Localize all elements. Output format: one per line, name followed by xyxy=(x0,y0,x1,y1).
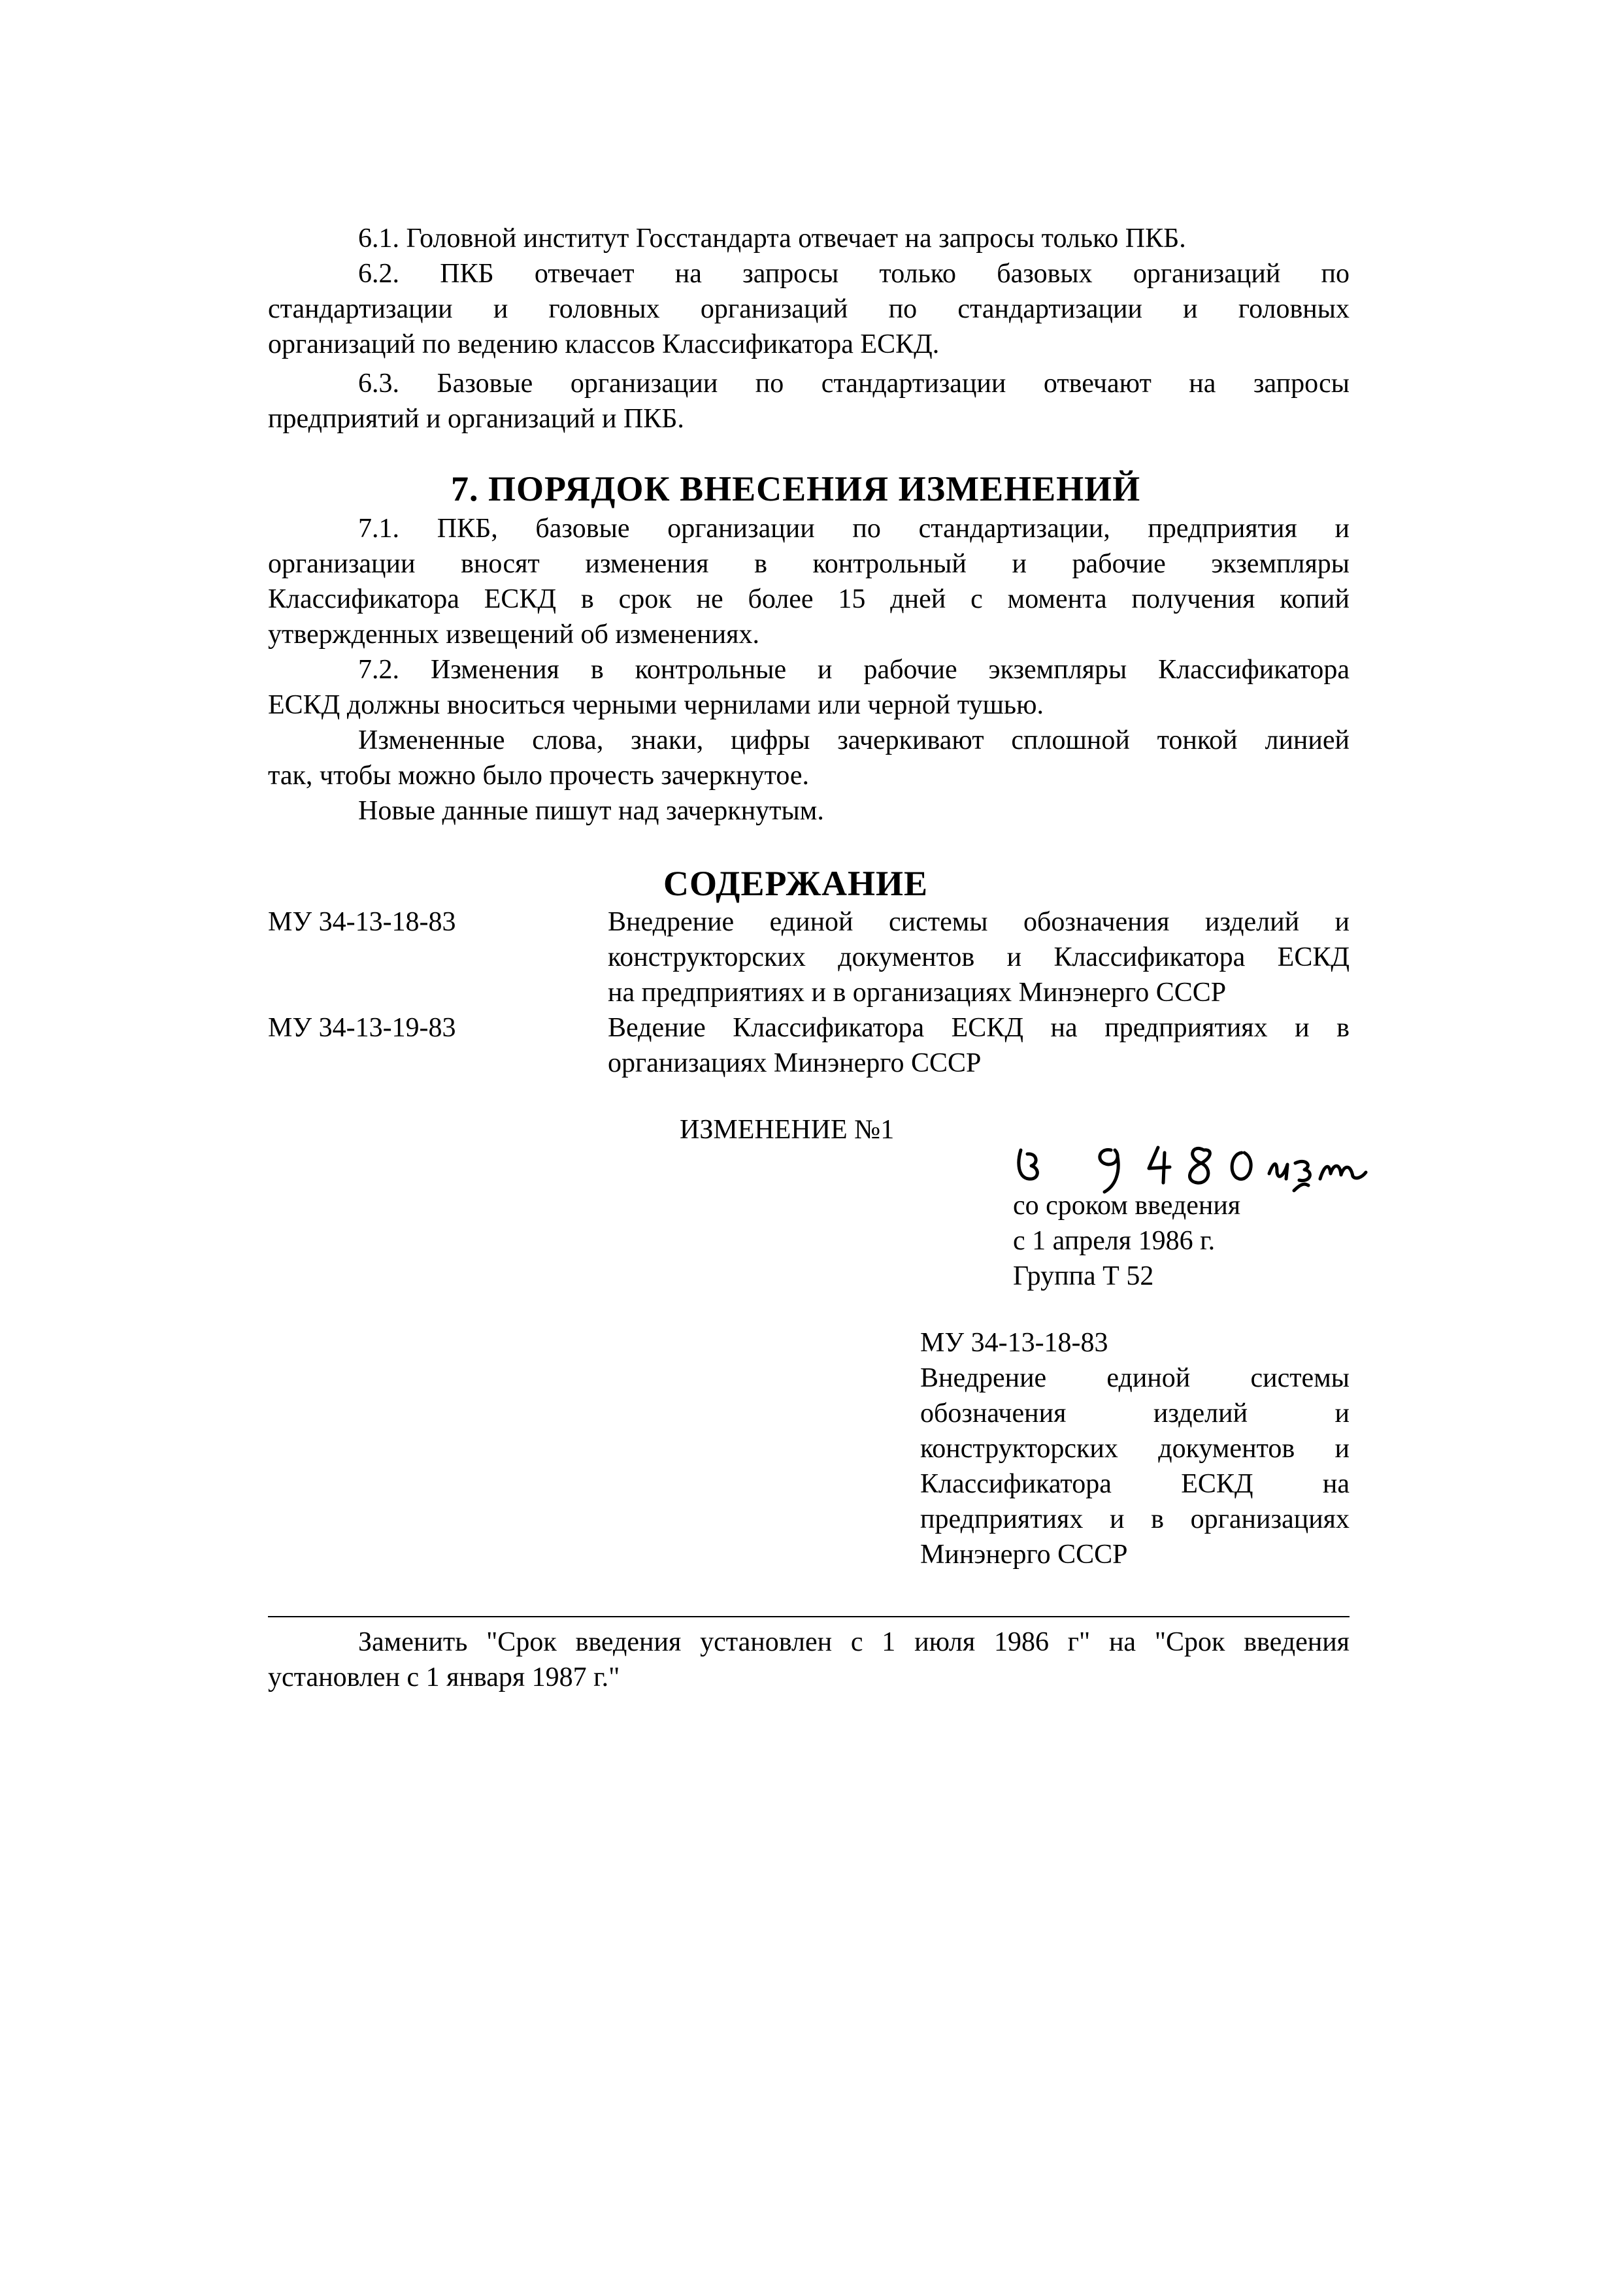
contents-entry-1-line-2: конструкторских документов и Классификатора ЕСКД xyxy=(608,942,1350,972)
contents-entry-1-code: МУ 34-13-18-83 xyxy=(268,907,456,937)
amendment-doc-title-line-5: предприятиях и в организациях xyxy=(920,1504,1350,1534)
amendment-doc-title-line-6: Минэнерго СССР xyxy=(920,1540,1128,1570)
replace-text-line-2: установлен с 1 января 1987 г." xyxy=(268,1662,620,1692)
amendment-doc-title-line-1: Внедрение единой системы xyxy=(920,1363,1350,1393)
paragraph-strike-line-2: так, чтобы можно было прочесть зачеркнутое. xyxy=(268,761,810,791)
amendment-doc-code: МУ 34-13-18-83 xyxy=(920,1328,1108,1358)
paragraph-7-1-line-3: Классификатора ЕСКД в срок не более 15 дней с момента получения копий xyxy=(268,584,1350,614)
amendment-label: ИЗМЕНЕНИЕ №1 xyxy=(680,1115,895,1145)
replace-text-line-1: Заменить "Срок введения установлен с 1 июля 1986 г" на "Срок введения xyxy=(358,1627,1350,1657)
paragraph-7-2-line-1: 7.2. Изменения в контрольные и рабочие экземпляры Классификатора xyxy=(358,655,1350,685)
paragraph-6-1: 6.1. Головной институт Госстандарта отвечает на запросы только ПКБ. xyxy=(358,223,1186,254)
paragraph-6-2-line-1: 6.2. ПКБ отвечает на запросы только базовых организаций по xyxy=(358,259,1350,289)
amendment-intro-line-2: с 1 апреля 1986 г. xyxy=(1013,1226,1216,1256)
paragraph-7-1-line-4: утвержденных извещений об изменениях. xyxy=(268,619,759,650)
paragraph-6-2-line-2: стандартизации и головных организаций по стандартизации и головных xyxy=(268,294,1350,324)
paragraph-strike-line-1: Измененные слова, знаки, цифры зачеркивают сплошной тонкой линией xyxy=(358,725,1350,755)
paragraph-7-2-line-2: ЕСКД должны вноситься черными чернилами или черной тушью. xyxy=(268,690,1044,720)
amendment-doc-title-line-3: конструкторских документов и xyxy=(920,1434,1350,1464)
contents-entry-2-line-1: Ведение Классификатора ЕСКД на предприятиях и в xyxy=(608,1013,1350,1043)
contents-title: СОДЕРЖАНИЕ xyxy=(663,864,928,903)
paragraph-6-3-line-1: 6.3. Базовые организации по стандартизации отвечают на запросы xyxy=(358,369,1350,399)
paragraph-6-2-line-3: организаций по ведению классов Классификатора ЕСКД. xyxy=(268,329,940,359)
contents-entry-1-line-3: на предприятиях и в организациях Минэнерго СССР xyxy=(608,978,1227,1008)
paragraph-new-data: Новые данные пишут над зачеркнутым. xyxy=(358,796,824,826)
amendment-doc-title-line-4: Классификатора ЕСКД на xyxy=(920,1469,1350,1499)
amendment-intro-line-1: со сроком введения xyxy=(1013,1191,1241,1221)
contents-entry-1-line-1: Внедрение единой системы обозначения изделий и xyxy=(608,907,1350,937)
section-7-title: 7. ПОРЯДОК ВНЕСЕНИЯ ИЗМЕНЕНИЙ xyxy=(451,469,1141,508)
paragraph-7-1-line-2: организации вносят изменения в контрольный и рабочие экземпляры xyxy=(268,549,1350,579)
paragraph-6-3-line-2: предприятий и организаций и ПКБ. xyxy=(268,404,684,434)
amendment-doc-title-line-2: обозначения изделий и xyxy=(920,1398,1350,1428)
contents-entry-2-code: МУ 34-13-19-83 xyxy=(268,1013,456,1043)
contents-entry-2-line-2: организациях Минэнерго СССР xyxy=(608,1048,982,1078)
paragraph-7-1-line-1: 7.1. ПКБ, базовые организации по стандартизации, предприятия и xyxy=(358,514,1350,544)
amendment-group: Группа Т 52 xyxy=(1013,1261,1154,1291)
separator-line xyxy=(268,1616,1350,1617)
